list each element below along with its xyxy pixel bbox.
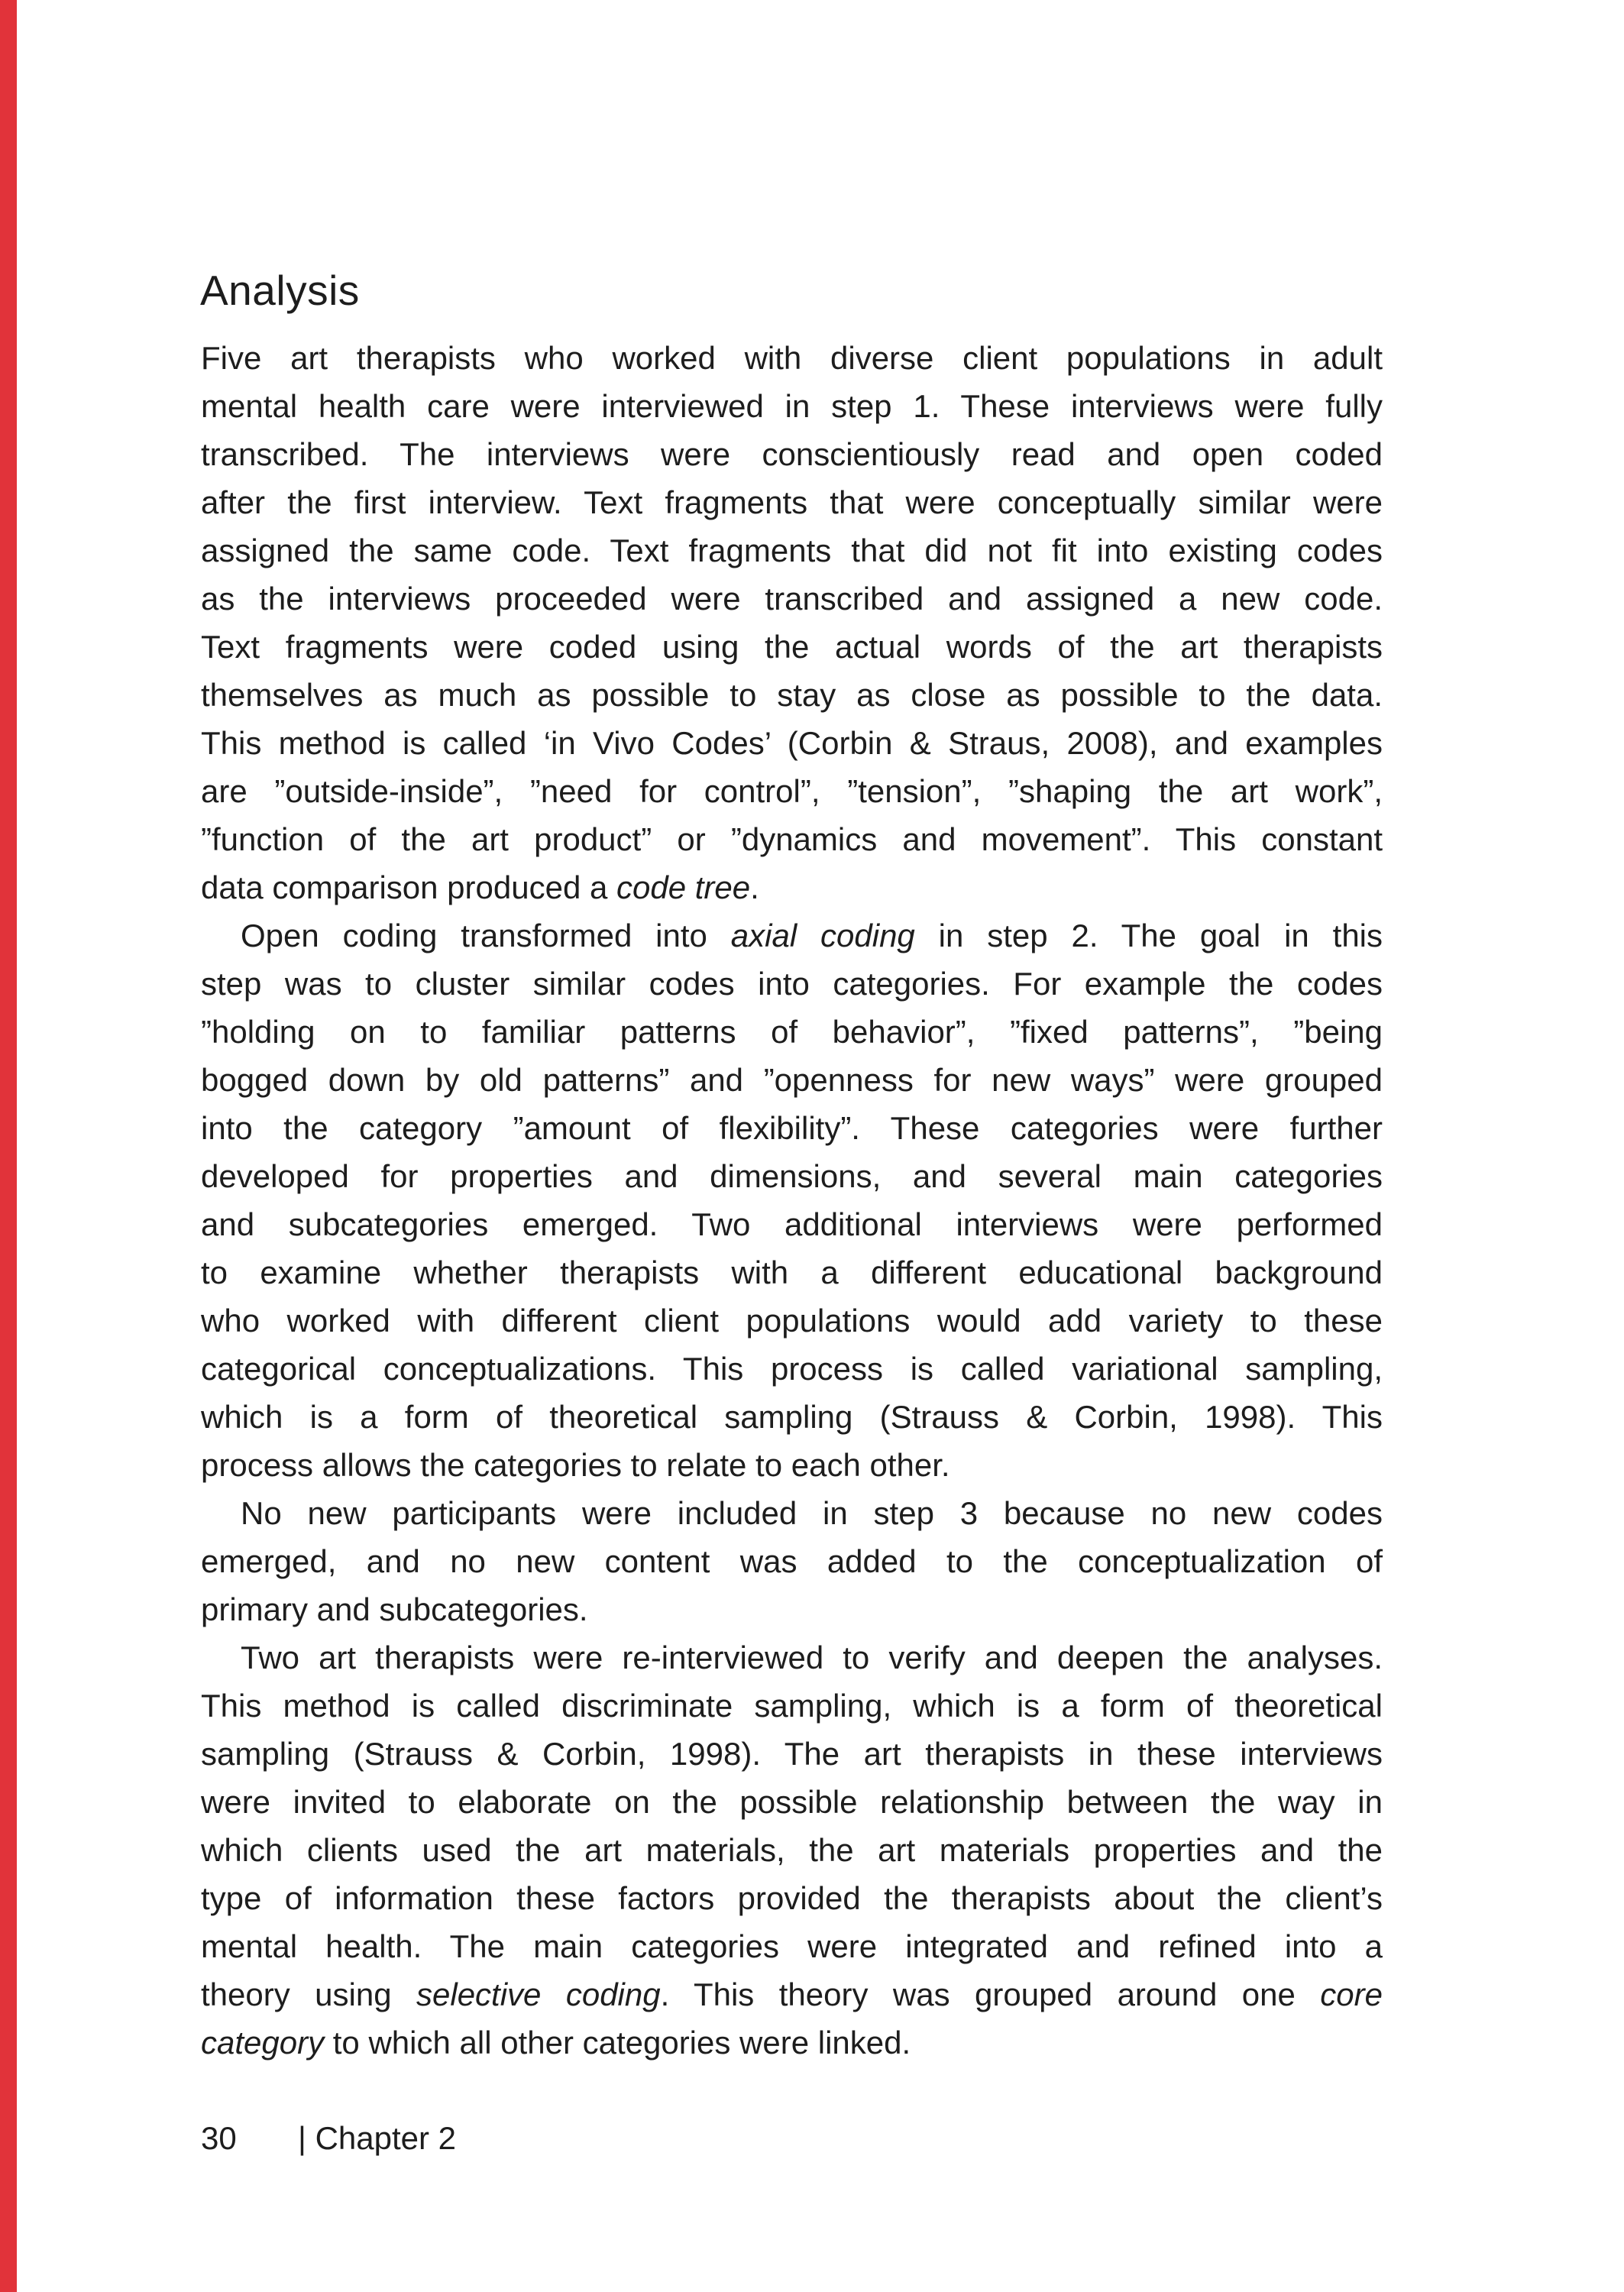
text-line: mental health care were interviewed in step 1. These interviews were fully [201,388,1383,424]
text-line: developed for properties and dimensions, and several main categories [201,1158,1383,1194]
text-line: categorical conceptualizations. This process is called variational sampling, [201,1351,1383,1387]
text-line: primary and subcategories. [201,1591,588,1627]
footer-chapter [298,2114,456,2162]
text-line: into the category ”amount of flexibility”. These categories were further [201,1110,1383,1146]
page-footer [201,2114,1383,2162]
text-line: sampling (Strauss & Corbin, 1998). The art therapists in these interviews [201,1736,1383,1772]
text-line: emerged, and no new content was added to the conceptualization of [201,1543,1383,1579]
text-line: mental health. The main categories were integrated and refined into a [201,1928,1383,1964]
text-line: after the first interview. Text fragments that were conceptually similar were [201,484,1383,520]
text-line: No new participants were included in step 3 because no new codes [241,1495,1383,1531]
page-number: 30 [201,2120,237,2156]
text-line: as the interviews proceeded were transcribed and assigned a new code. [201,581,1383,617]
footer-separator: | [298,2120,306,2156]
text-line: ”function of the art product” or ”dynamics and movement”. This constant [201,821,1383,857]
text-line: transcribed. The interviews were conscientiously read and open coded [201,436,1383,472]
text-line: Open coding transformed into axial coding in step 2. The goal in this [241,918,1383,953]
text-line: which clients used the art materials, the art materials properties and the [201,1832,1383,1868]
text-line: step was to cluster similar codes into categories. For example the codes [201,966,1383,1002]
text-line: to examine whether therapists with a different educational background [201,1254,1383,1290]
text-line: who worked with different client populations would add variety to these [201,1303,1383,1339]
body-text [201,334,1383,2067]
text-line: Five art therapists who worked with diverse client populations in adult [201,340,1383,376]
text-line: This method is called discriminate sampling, which is a form of theoretical [201,1688,1383,1724]
text-line: type of information these factors provided the therapists about the client’s [201,1880,1383,1916]
text-line: theory using selective coding. This theory was grouped around one core [201,1976,1383,2012]
chapter-label: Chapter 2 [315,2120,457,2156]
text-line: Two art therapists were re-interviewed to verify and deepen the analyses. [241,1640,1383,1675]
text-line: data comparison produced a code tree. [201,869,759,905]
text-line: Text fragments were coded using the actual words of the art therapists [201,629,1383,665]
text-line: bogged down by old patterns” and ”openness for new ways” were grouped [201,1062,1383,1098]
text-line: assigned the same code. Text fragments that did not fit into existing codes [201,533,1383,568]
text-line: category to which all other categories were linked. [201,2025,911,2061]
text-line: were invited to elaborate on the possible relationship between the way in [201,1784,1383,1820]
text-line: This method is called ‘in Vivo Codes’ (Corbin & Straus, 2008), and examples [201,725,1383,761]
text-line: ”holding on to familiar patterns of behavior”, ”fixed patterns”, ”being [201,1014,1383,1050]
chapter-edge-stripe [0,0,17,2292]
text-line: and subcategories emerged. Two additional interviews were performed [201,1206,1383,1242]
text-line: process allows the categories to relate to each other. [201,1447,950,1483]
text-line: themselves as much as possible to stay as close as possible to the data. [201,677,1383,713]
text-line: which is a form of theoretical sampling (Strauss & Corbin, 1998). This [201,1399,1383,1435]
text-line: are ”outside-inside”, ”need for control”, ”tension”, ”shaping the art work”, [201,773,1383,809]
page-title: Analysis [200,266,360,314]
